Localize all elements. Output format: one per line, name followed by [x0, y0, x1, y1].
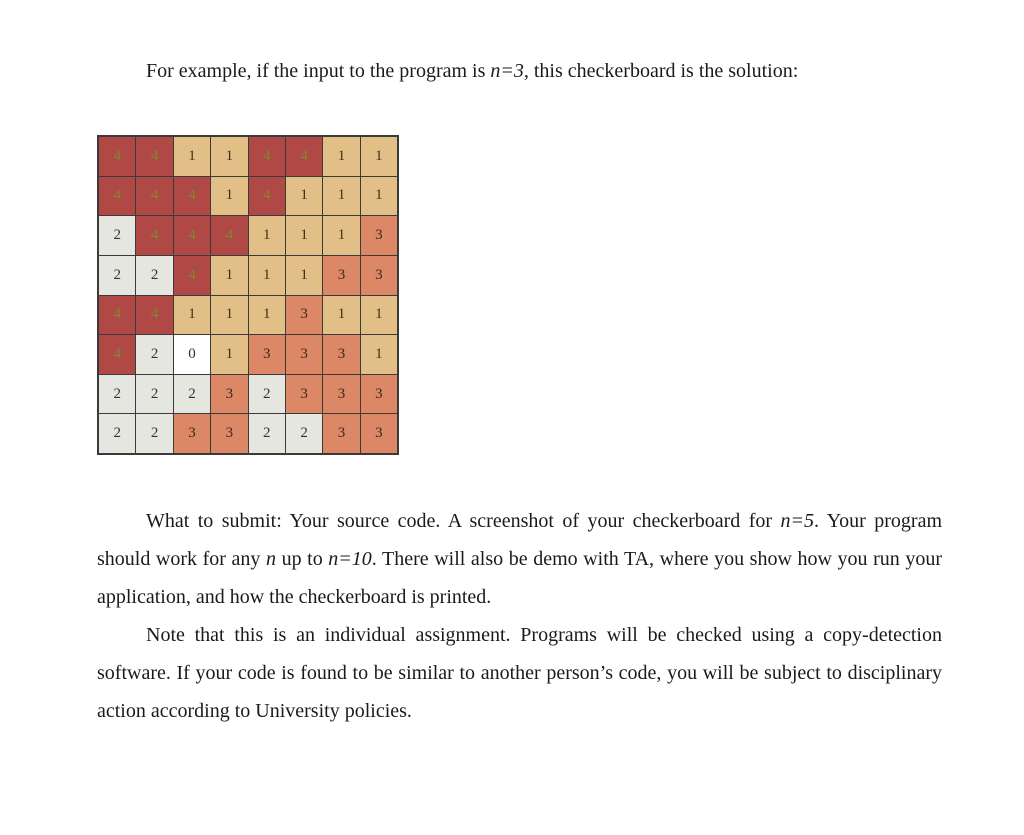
board-cell: 3 [323, 414, 359, 453]
submission-text-2: . Your program should work for any [97, 510, 942, 570]
board-cell: 2 [249, 414, 285, 453]
board-cell: 3 [249, 335, 285, 374]
board-cell: 1 [286, 216, 322, 255]
board-cell: 4 [249, 177, 285, 216]
intro-text-end: , this checkerboard is the solution: [523, 60, 799, 82]
submission-text-3: up to [275, 548, 329, 570]
board-cell: 1 [286, 256, 322, 295]
board-cell: 1 [211, 256, 247, 295]
board-cell: 1 [174, 296, 210, 335]
board-cell: 1 [361, 177, 397, 216]
board-cell: 4 [136, 177, 172, 216]
board-cell: 4 [174, 216, 210, 255]
board-cell: 3 [323, 375, 359, 414]
board-cell: 1 [323, 137, 359, 176]
board-cell: 2 [99, 414, 135, 453]
board-cell: 4 [136, 137, 172, 176]
board-cell: 1 [249, 296, 285, 335]
checkerboard [97, 135, 399, 455]
board-cell: 3 [323, 335, 359, 374]
board-cell: 1 [211, 296, 247, 335]
board-cell: 4 [174, 177, 210, 216]
board-cell: 2 [99, 256, 135, 295]
submission-math-n: n [265, 548, 276, 570]
board-cell: 3 [174, 414, 210, 453]
board-cell: 1 [361, 296, 397, 335]
board-cell: 2 [136, 256, 172, 295]
policy-text: Note that this is an individual assignment. Programs will be checked using a copy-detection software. If your code is found to be similar to another person’s code, you will be subject to disciplinary action according to University policies. [97, 624, 942, 722]
board-cell: 3 [286, 335, 322, 374]
board-cell: 1 [249, 256, 285, 295]
board-cell: 2 [136, 414, 172, 453]
board-cell: 4 [99, 335, 135, 374]
board-cell: 4 [99, 137, 135, 176]
board-cell: 2 [286, 414, 322, 453]
board-cell: 2 [174, 375, 210, 414]
board-cell: 3 [361, 375, 397, 414]
policy-paragraph [97, 616, 942, 730]
board-cell: 3 [361, 256, 397, 295]
submission-text-1: What to submit: Your source code. A screenshot of your checkerboard for [146, 510, 781, 532]
board-cell: 2 [136, 375, 172, 414]
board-cell: 1 [323, 296, 359, 335]
board-cell: 4 [99, 177, 135, 216]
board-cell: 2 [136, 335, 172, 374]
board-cell: 3 [211, 375, 247, 414]
intro-math-n: n=3 [490, 60, 524, 82]
board-cell: 1 [249, 216, 285, 255]
board-cell: 2 [99, 216, 135, 255]
board-cell: 4 [286, 137, 322, 176]
board-cell: 1 [174, 137, 210, 176]
board-cell: 3 [361, 414, 397, 453]
submission-paragraph [97, 502, 942, 616]
board-cell: 4 [211, 216, 247, 255]
board-cell: 3 [286, 375, 322, 414]
board-cell: 2 [249, 375, 285, 414]
board-cell: 4 [174, 256, 210, 295]
board-cell: 1 [211, 335, 247, 374]
board-cell: 1 [211, 177, 247, 216]
board-cell: 4 [249, 137, 285, 176]
board-cell: 4 [99, 296, 135, 335]
board-cell: 1 [361, 335, 397, 374]
board-cell: 3 [361, 216, 397, 255]
board-cell: 4 [136, 296, 172, 335]
intro-text-start: For example, if the input to the program is [146, 60, 491, 82]
board-cell: 2 [99, 375, 135, 414]
board-cell: 1 [286, 177, 322, 216]
submission-math-n10: n=10 [328, 548, 372, 570]
board-cell: 3 [323, 256, 359, 295]
board-cell: 1 [361, 137, 397, 176]
submission-text-4: . There will also be demo with TA, where you show how you run your application, and how the checkerboard is printed. [97, 548, 942, 608]
submission-math-n5: n=5 [780, 510, 814, 532]
board-cell: 1 [323, 216, 359, 255]
board-cell: 4 [136, 216, 172, 255]
board-cell: 3 [211, 414, 247, 453]
board-cell: 0 [174, 335, 210, 374]
intro-sentence [146, 56, 946, 86]
board-cell: 1 [323, 177, 359, 216]
board-cell: 1 [211, 137, 247, 176]
board-cell: 3 [286, 296, 322, 335]
